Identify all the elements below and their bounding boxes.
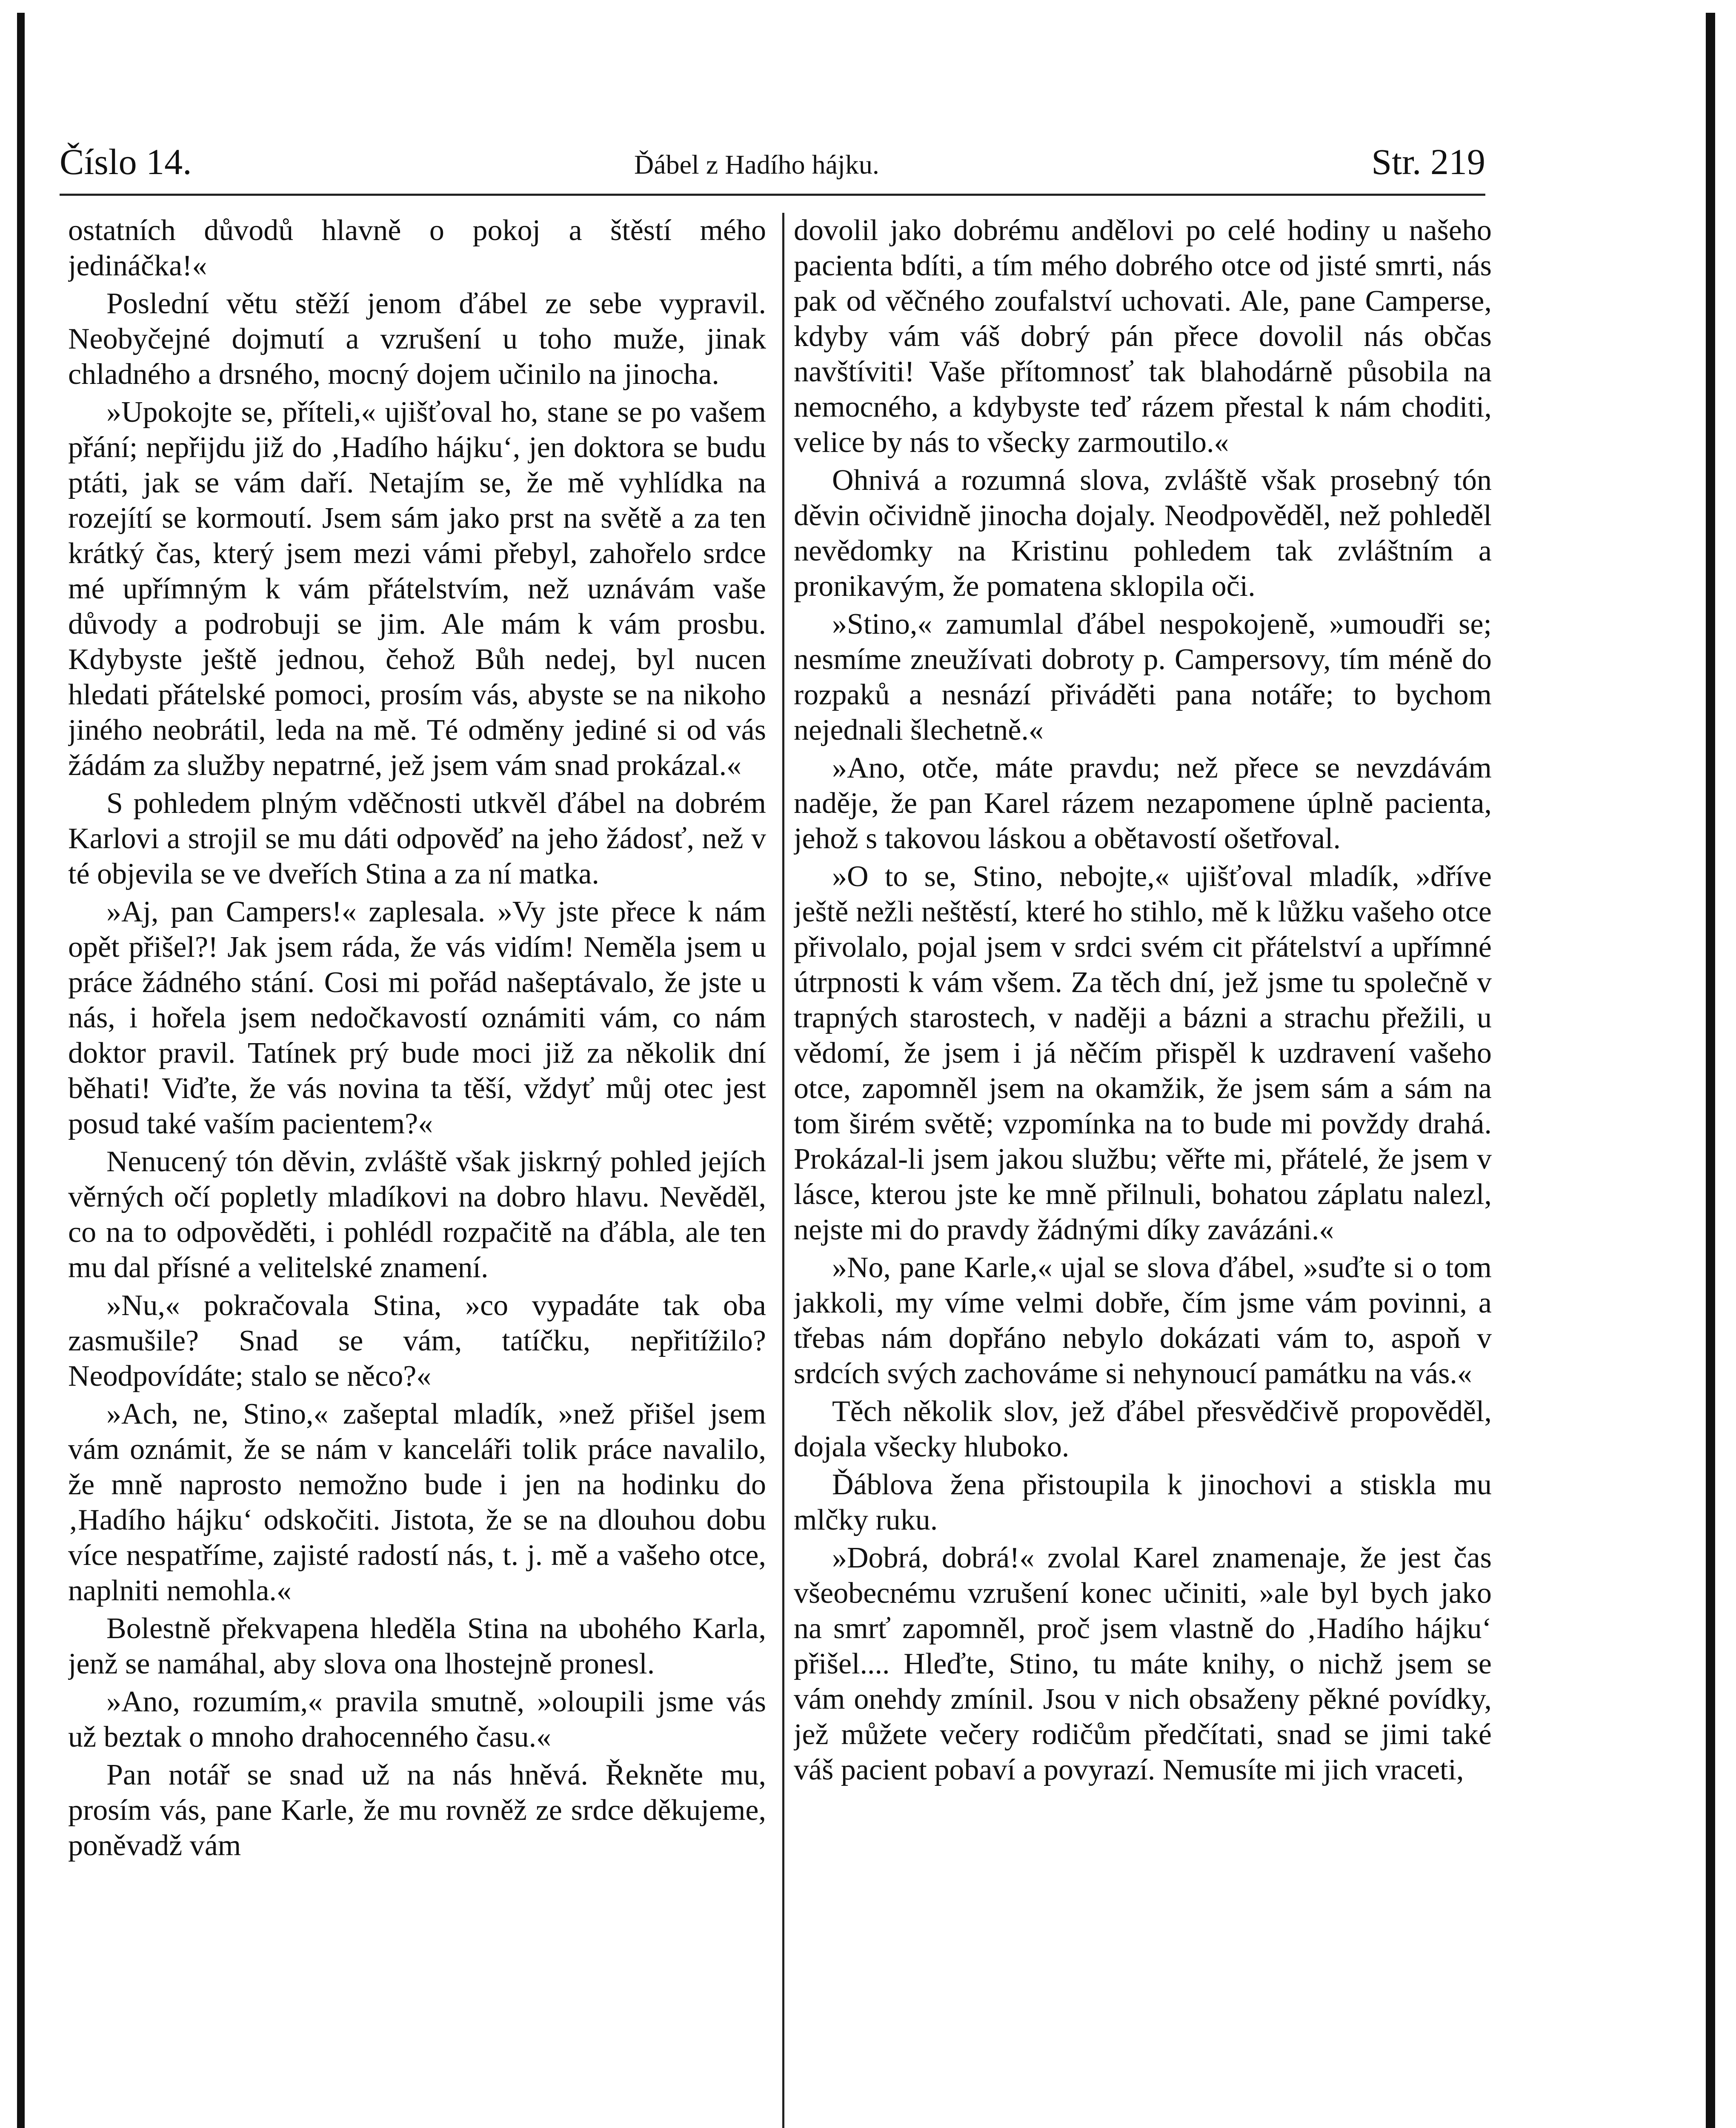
paragraph: Bolestně překvapena hleděla Stina na ubohého Karla, jenž se namáhal, aby slova ona lhostejně pronesl. [68, 1612, 766, 1680]
paragraph: ostatních důvodů hlavně o pokoj a štěstí mého jedináčka!« [68, 214, 766, 282]
paragraph: S pohledem plným vděčnosti utkvěl ďábel na dobrém Karlovi a strojil se mu dáti odpověď na jeho žádosť, než v té objevila se ve dveřích Stina a za ní matka. [68, 787, 766, 890]
paragraph: Těch několik slov, jež ďábel přesvědčivě propověděl, dojala všecky hluboko. [794, 1395, 1492, 1463]
paragraph: »Ano, otče, máte pravdu; než přece se nevzdávám naděje, že pan Karel rázem nezapomene úplně pacienta, jehož s takovou láskou a obětavostí ošetřoval. [794, 752, 1492, 855]
paragraph: Poslední větu stěží jenom ďábel ze sebe vypravil. Neobyčejné dojmutí a vzrušení u toho muže, jinak chladného a drsného, mocný dojem učinilo na jinocha. [68, 287, 766, 391]
page-header [60, 136, 1485, 200]
issue-number: Číslo 14. [60, 141, 192, 182]
paragraph: »Ano, rozumím,« pravila smutně, »oloupili jsme vás už beztak o mnoho drahocenného času.« [68, 1685, 766, 1753]
column-divider [782, 213, 784, 2128]
paragraph: »Dobrá, dobrá!« zvolal Karel znamenaje, že jest čas všeobecnému vzrušení konec učiniti, »ale byl bych jako na smrť zapomněl, proč jsem vlastně do ‚Hadího hájku‘ přišel.... Hleďte, Stino, tu máte knihy, o nichž jsem se vám onehdy zmínil. Jsou v nich obsaženy pěkné povídky, jež můžete večery rodičům předčítati, snad se jimi také váš pacient pobaví a povyrazí. Nemusíte mi jich vraceti, [794, 1542, 1492, 1786]
paragraph: Ohnivá a rozumná slova, zvláště však prosebný tón děvin očividně jinocha dojaly. Neodpověděl, než pohleděl nevědomky na Kristinu pohledem tak zvláštním a pronikavým, že pomatena sklopila oči. [794, 464, 1492, 603]
paragraph: »Stino,« zamumlal ďábel nespokojeně, »umoudři se; nesmíme zneužívati dobroty p. Campersovy, tím méně do rozpaků a nesnází přiváděti pana notáře; to bychom nejednali šlechetně.« [794, 608, 1492, 747]
paragraph: Nenucený tón děvin, zvláště však jiskrný pohled jejích věrných očí popletly mladíkovi na dobro hlavu. Nevěděl, co na to odpověděti, i pohlédl rozpačitě na ďábla, ale ten mu dal přísné a velitelské znamení. [68, 1145, 766, 1284]
paragraph: Ďáblova žena přistoupila k jinochovi a stiskla mu mlčky ruku. [794, 1468, 1492, 1536]
page-number: Str. 219 [1371, 141, 1485, 182]
paragraph: »O to se, Stino, nebojte,« ujišťoval mladík, »dříve ještě nežli neštěstí, které ho stihlo, mě k lůžku vašeho otce přivolalo, pojal jsem v srdci svém cit přátelství a upřímné útrpnosti k vám všem. Za těch dní, jež jsme tu společně v trapných starostech, v naději a bázni a strachu přežili, u vědomí, že jsem i já něčím přispěl k uzdravení vašeho otce, zapomněl jsem na okamžik, že jsem sám a sám na tom širém světě; vzpomínka na to bude mi povždy drahá. Prokázal-li jsem jakou službu; věřte mi, přátelé, že jsem v lásce, kterou jste ke mně přilnuli, bohatou záplatu nalezl, nejste mi do pravdy žádnými díky zavázáni.« [794, 860, 1492, 1246]
paragraph: dovolil jako dobrému andělovi po celé hodiny u našeho pacienta bdíti, a tím mého dobrého otce od jisté smrti, nás pak od věčného zoufalství uchovati. Ale, pane Camperse, kdyby vám váš dobrý pán přece dovolil nás občas navštíviti! Vaše přítomnosť tak blahodárně působila na nemocného, a kdybyste teď rázem přestal k nám choditi, velice by nás to všecky zarmoutilo.« [794, 214, 1492, 459]
paragraph: »Upokojte se, příteli,« ujišťoval ho, stane se po vašem přání; nepřijdu již do ‚Hadího hájku‘, jen doktora se budu ptáti, jak se vám daří. Netajím se, že mě vyhlídka na rozejítí se kormoutí. Jsem sám jako prst na světě a za ten krátký čas, který jsem mezi vámi přebyl, zahořelo srdce mé upřímným k vám přátelstvím, než uznávám vaše důvody a podrobuji se jim. Ale mám k vám prosbu. Kdybyste ještě jednou, čehož Bůh nedej, byl nucen hledati přátelské pomoci, prosím vás, abyste se na nikoho jiného neobrátil, leda na mě. Té odměny jediné si od vás žádám za služby nepatrné, jež jsem vám snad prokázal.« [68, 396, 766, 782]
paragraph: »Nu,« pokračovala Stina, »co vypadáte tak oba zasmušile? Snad se vám, tatíčku, nepřitížilo? Neodpovídáte; stalo se něco?« [68, 1289, 766, 1393]
left-column [68, 213, 766, 2128]
running-title: Ďábel z Hadího hájku. [634, 149, 879, 180]
paragraph: Pan notář se snad už na nás hněvá. Řekněte mu, prosím vás, pane Karle, že mu rovněž ze srdce děkujeme, poněvadž vám [68, 1759, 766, 1862]
right-column [794, 213, 1492, 2128]
header-rule [60, 194, 1485, 196]
paragraph: »Aj, pan Campers!« zaplesala. »Vy jste přece k nám opět přišel?! Jak jsem ráda, že vás vidím! Neměla jsem u práce žádného stání. Cosi mi pořád našeptávalo, že jste u nás, i hořela jsem nedočkavostí oznámiti vám, co nám doktor pravil. Tatínek prý bude moci již za několik dní běhati! Viďte, že vás novina ta těší, vždyť můj otec jest posud také vaším pacientem?« [68, 895, 766, 1140]
paragraph: »Ach, ne, Stino,« zašeptal mladík, »než přišel jsem vám oznámit, že se nám v kanceláři tolik práce navalilo, že mně naprosto nemožno bude i jen na hodinku do ‚Hadího hájku‘ odskočiti. Jistota, že se na dlouhou dobu více nespatříme, zajisté radostí nás, t. j. mě a vašeho otce, naplniti nemohla.« [68, 1398, 766, 1607]
paragraph: »No, pane Karle,« ujal se slova ďábel, »suďte si o tom jakkoli, my víme velmi dobře, čím jsme vám povinni, a třebas nám dopřáno nebylo dokázati vám to, aspoň v srdcích svých zachováme si nehynoucí památku na vás.« [794, 1251, 1492, 1390]
